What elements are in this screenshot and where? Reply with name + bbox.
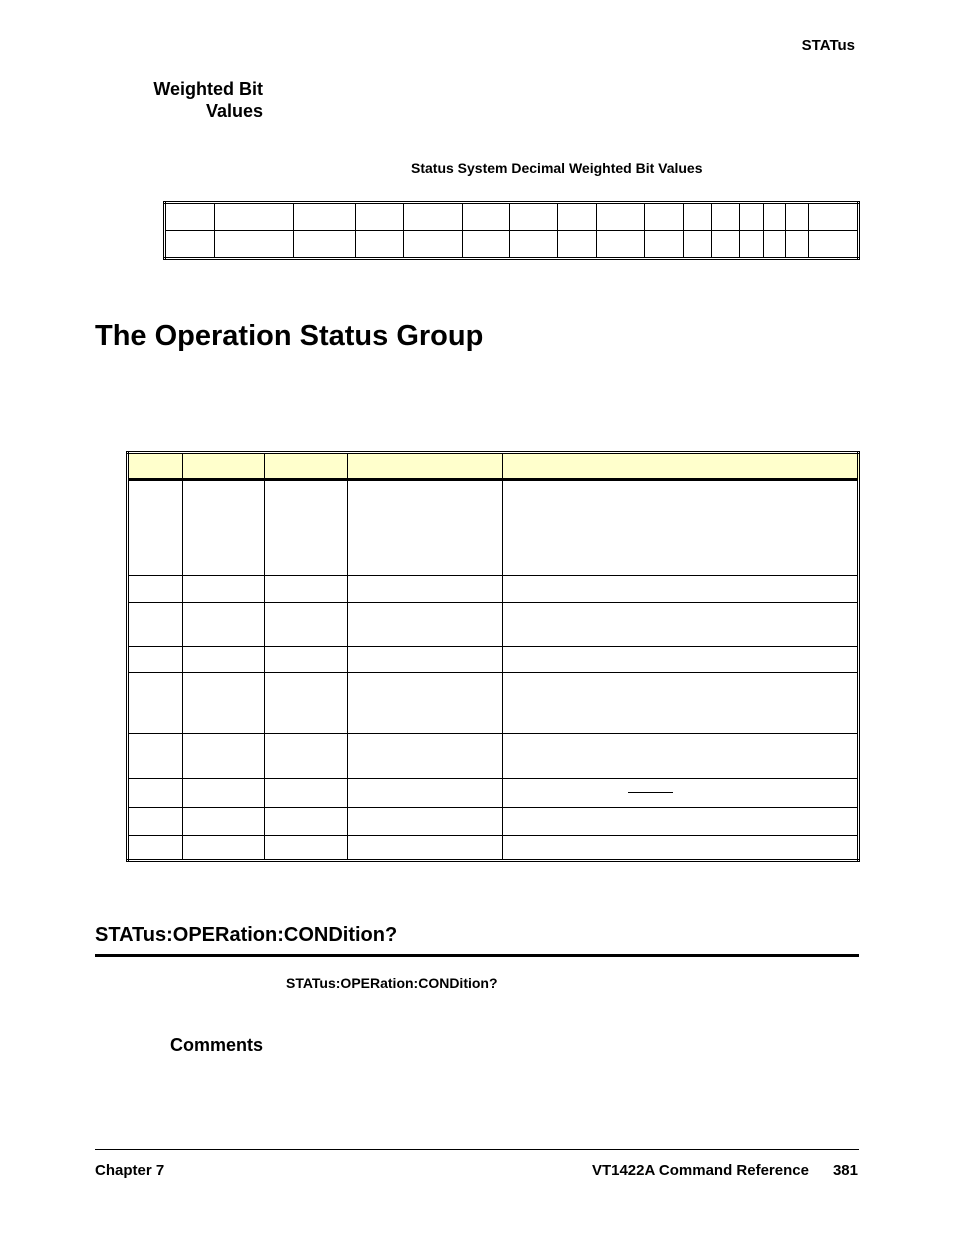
- page-number: 381: [832, 1162, 858, 1179]
- table-header-row: [128, 453, 859, 480]
- table-row: [165, 203, 859, 231]
- comments-heading: Comments: [169, 1035, 263, 1055]
- table-row: [128, 778, 859, 807]
- overbar-mark: [628, 792, 673, 793]
- command-syntax: STATus:OPERation:CONDition?: [286, 975, 498, 991]
- table-row: [165, 231, 859, 259]
- footer-chapter: Chapter 7: [95, 1162, 165, 1179]
- table-row: [128, 673, 859, 734]
- table-row: [128, 602, 859, 646]
- running-head: STATus: [801, 37, 855, 54]
- table-row: [128, 734, 859, 778]
- table-row: [128, 646, 859, 672]
- table-row: [128, 807, 859, 835]
- weighted-bit-values-table: [163, 201, 860, 260]
- operation-status-group-table: [126, 451, 860, 862]
- command-heading: STATus:OPERation:CONDition?: [95, 924, 398, 946]
- table-row: [128, 835, 859, 860]
- table-caption: Status System Decimal Weighted Bit Values: [411, 160, 703, 176]
- side-head-weighted-bit-values: Weighted Bit Values: [153, 79, 263, 121]
- footer-book-title: VT1422A Command Reference: [591, 1162, 809, 1179]
- footer-rule: [95, 1149, 859, 1150]
- table-row: [128, 575, 859, 602]
- heading-rule: [95, 954, 859, 957]
- table-row: [128, 480, 859, 575]
- section-heading: The Operation Status Group: [95, 320, 484, 352]
- footer-right: [592, 1162, 858, 1179]
